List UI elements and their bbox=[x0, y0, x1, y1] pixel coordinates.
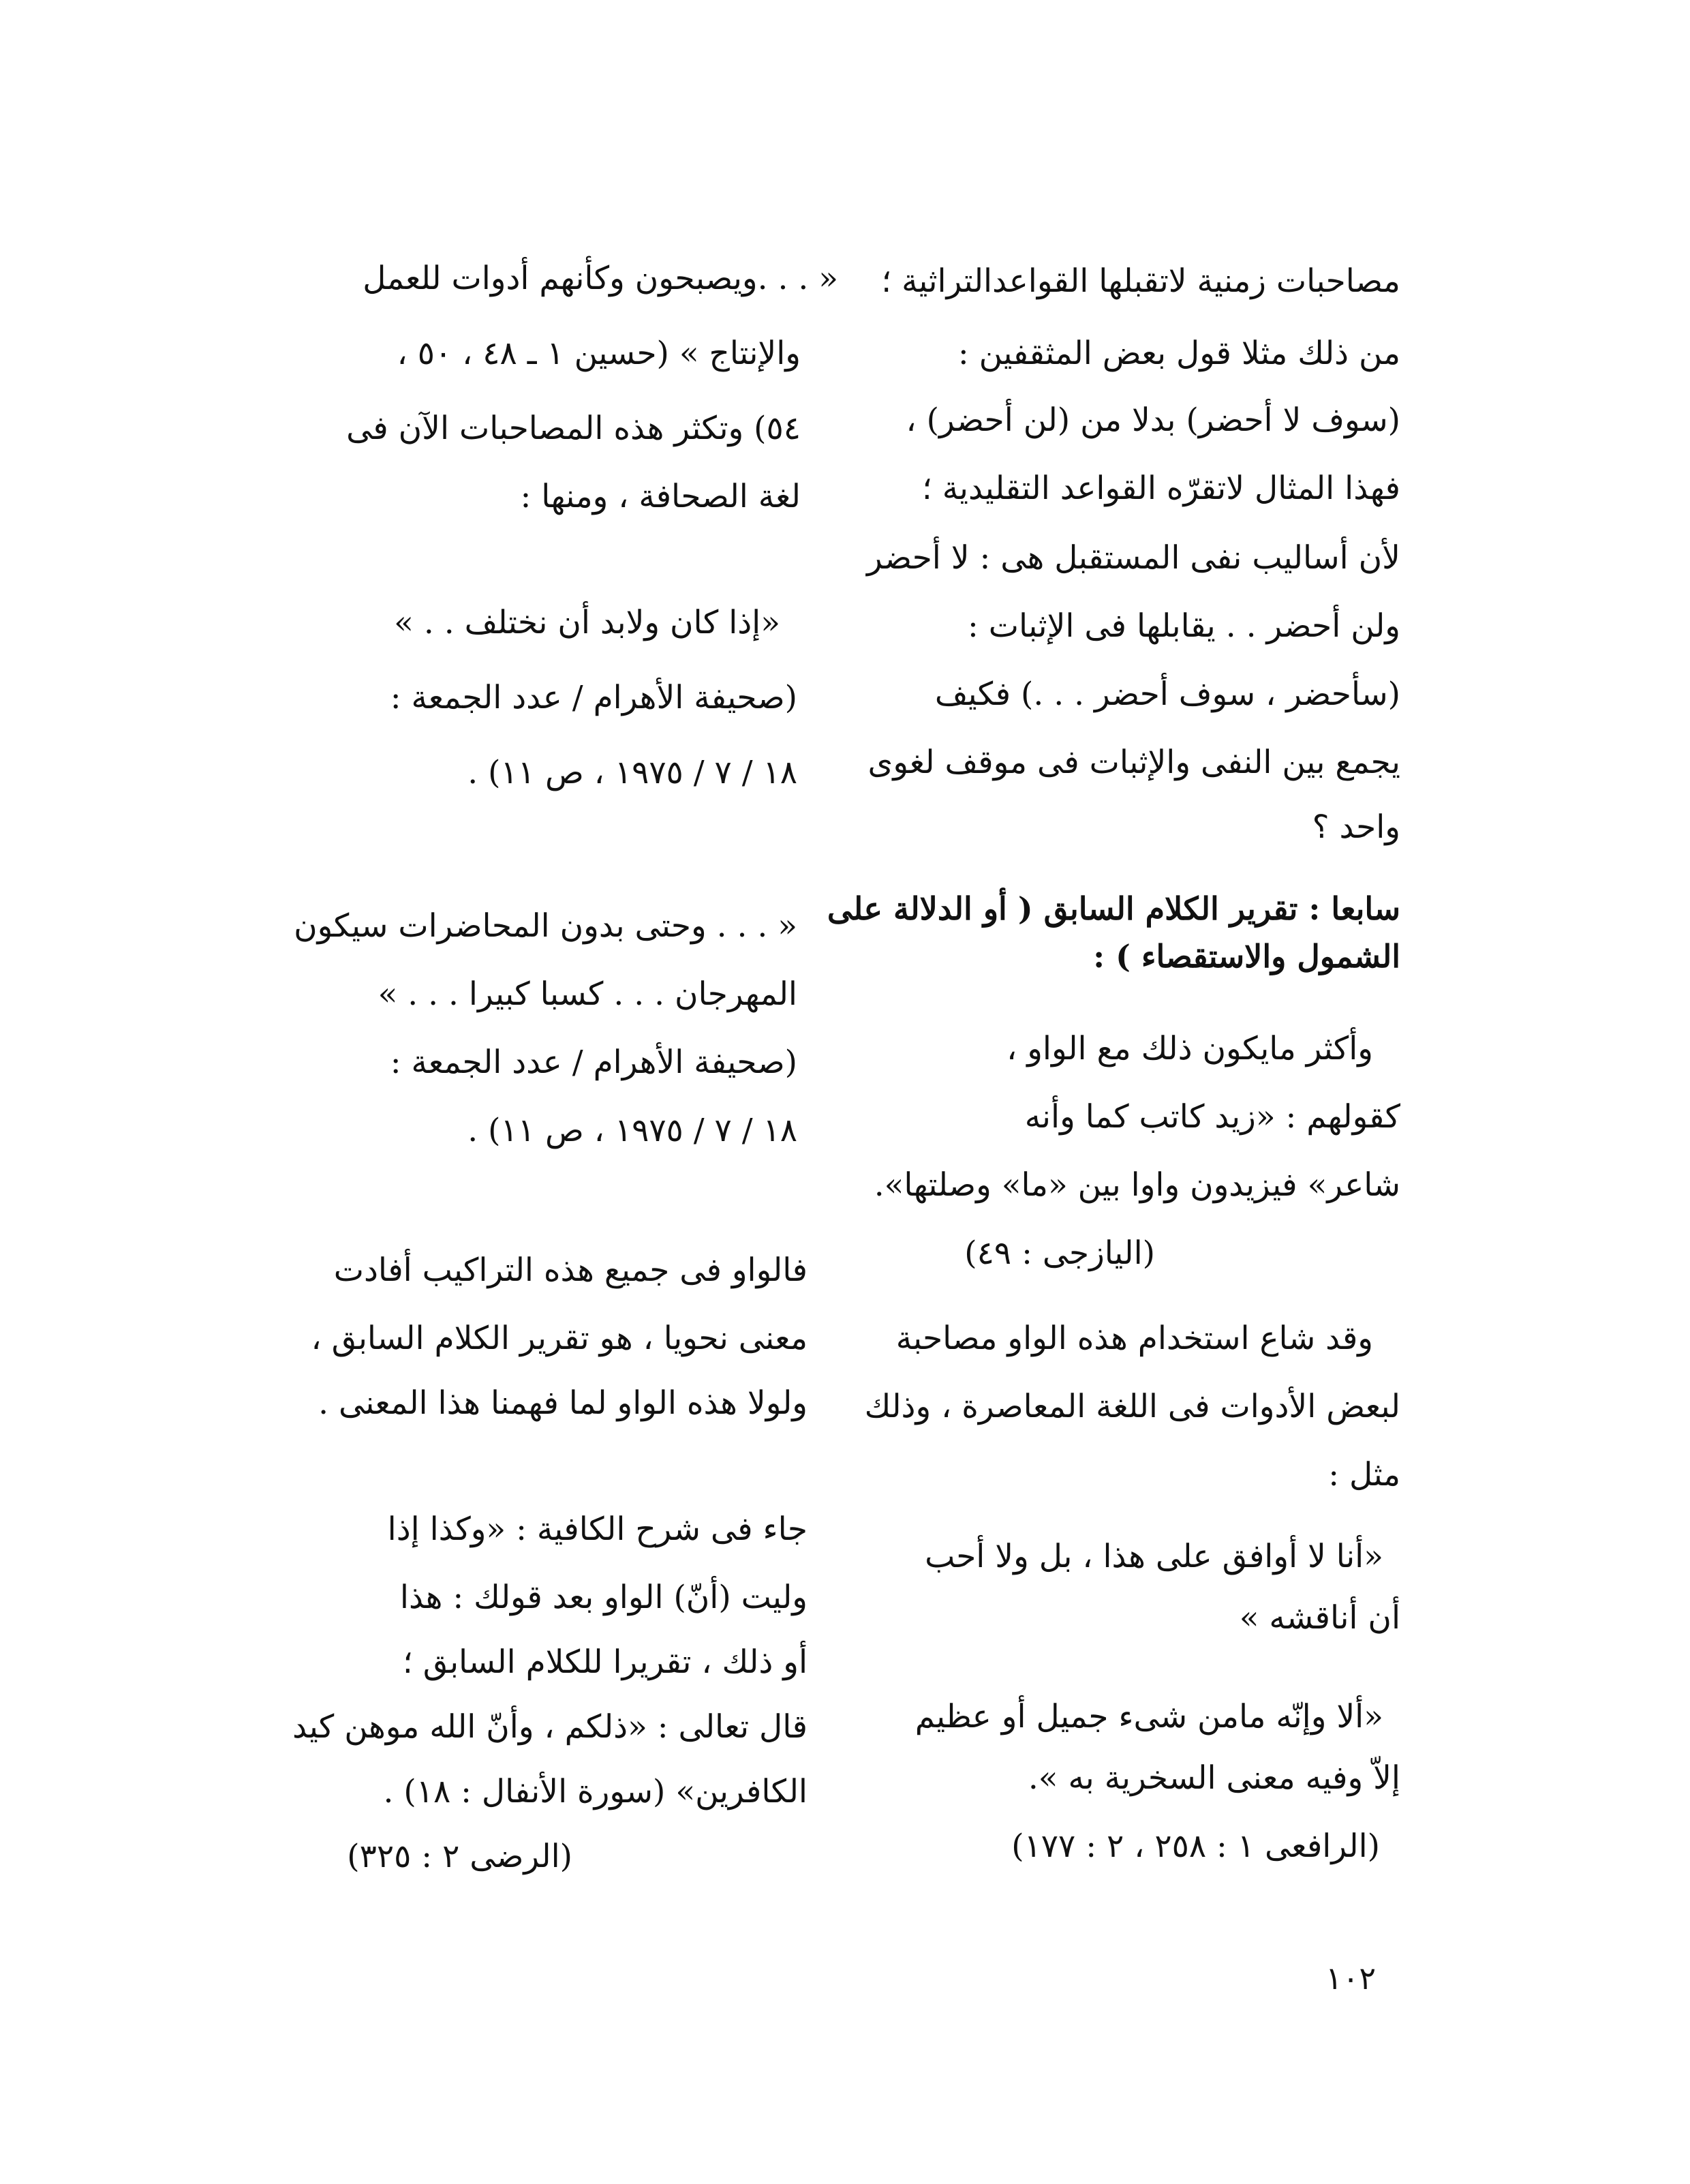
text-line: ٥٤) وتكثر هذه المصاحبات الآن فى bbox=[346, 410, 801, 447]
text-line: مصاحبات زمنية لاتقبلها القواعدالتراثية ؛ bbox=[881, 262, 1400, 300]
text-line: ولن أحضر . . يقابلها فى الإثبات : bbox=[967, 607, 1400, 645]
citation: (اليازجى : ٤٩) bbox=[964, 1234, 1155, 1272]
text-line: يجمع بين النفى والإثبات فى موقف لغوى bbox=[867, 744, 1400, 781]
citation: (الرضى ٢ : ٣٢٥) bbox=[347, 1838, 572, 1875]
text-line: الكافرين» (سورة الأنفال : ١٨) . bbox=[383, 1773, 808, 1810]
text-line: لأن أساليب نفى المستقبل هى : لا أحضر bbox=[867, 539, 1400, 577]
quote-line: «إذا كان ولابد أن نختلف . . » bbox=[394, 604, 780, 641]
text-line: وأكثر مايكون ذلك مع الواو ، bbox=[1007, 1030, 1373, 1067]
text-line: والإنتاج » (حسين ١ ـ ٤٨ ، ٥٠ ، bbox=[397, 335, 801, 372]
citation: ١٨ / ٧ / ١٩٧٥ ، ص ١١) . bbox=[467, 754, 797, 791]
quote-line: « . . . وحتى بدون المحاضرات سيكون bbox=[294, 907, 797, 945]
text-line: جاء فى شرح الكافية : «وكذا إذا bbox=[387, 1511, 808, 1548]
citation: ١٨ / ٧ / ١٩٧٥ ، ص ١١) . bbox=[467, 1112, 797, 1149]
text-line: إلاّ وفيه معنى السخرية به ». bbox=[1028, 1759, 1400, 1797]
text-line: «أنا لا أوافق على هذا ، بل ولا أحب bbox=[925, 1538, 1383, 1575]
citation: (صحيفة الأهرام / عدد الجمعة : bbox=[390, 1044, 797, 1081]
text-line: فالواو فى جميع هذه التراكيب أفادت bbox=[333, 1252, 808, 1289]
text-line: ولولا هذه الواو لما فهمنا هذا المعنى . bbox=[318, 1384, 808, 1422]
text-line: (سوف لا أحضر) بدلا من (لن أحضر) ، bbox=[906, 401, 1400, 439]
section-heading: الشمول والاستقصاء ) : bbox=[1093, 938, 1400, 975]
page-number: ١٠٢ bbox=[1325, 1960, 1377, 1997]
text-line: أو ذلك ، تقريرا للكلام السابق ؛ bbox=[402, 1643, 808, 1681]
text-line: مثل : bbox=[1328, 1456, 1400, 1493]
text-line: (سأحضر ، سوف أحضر . . .) فكيف bbox=[934, 676, 1400, 713]
text-line: وليت (أنّ) الواو بعد قولك : هذا bbox=[399, 1579, 808, 1616]
text-line: قال تعالى : «ذلكم ، وأنّ الله موهن كيد bbox=[292, 1708, 808, 1746]
citation: (الرافعى ١ : ٢٥٨ ، ٢ : ١٧٧) bbox=[1011, 1827, 1380, 1865]
text-line: معنى نحويا ، هو تقرير الكلام السابق ، bbox=[311, 1320, 808, 1357]
text-line: واحد ؟ bbox=[1312, 808, 1400, 846]
text-line: لبعض الأدوات فى اللغة المعاصرة ، وذلك bbox=[864, 1388, 1400, 1425]
text-line: «ألا وإنّه مامن شىء جميل أو عظيم bbox=[915, 1698, 1383, 1735]
quote-line: المهرجان . . . كسبا كبيرا . . . » bbox=[378, 975, 797, 1013]
citation: (صحيفة الأهرام / عدد الجمعة : bbox=[390, 679, 797, 716]
text-line: شاعر» فيزيدون واوا بين «ما» وصلتها». bbox=[874, 1166, 1400, 1204]
section-heading: سابعا : تقرير الكلام السابق ( أو الدلالة على bbox=[827, 890, 1400, 927]
text-line: أن أناقشه » bbox=[1239, 1599, 1400, 1637]
text-line: وقد شاع استخدام هذه الواو مصاحبة bbox=[895, 1320, 1373, 1357]
text-line: لغة الصحافة ، ومنها : bbox=[520, 478, 801, 515]
text-line: كقولهم : «زيد كاتب كما وأنه bbox=[1024, 1098, 1400, 1136]
text-line: « . . .ويصبحون وكأنهم أدوات للعمل bbox=[363, 260, 838, 297]
text-line: من ذلك مثلا قول بعض المثقفين : bbox=[957, 335, 1400, 372]
text-line: فهذا المثال لاتقرّه القواعد التقليدية ؛ bbox=[921, 470, 1400, 507]
